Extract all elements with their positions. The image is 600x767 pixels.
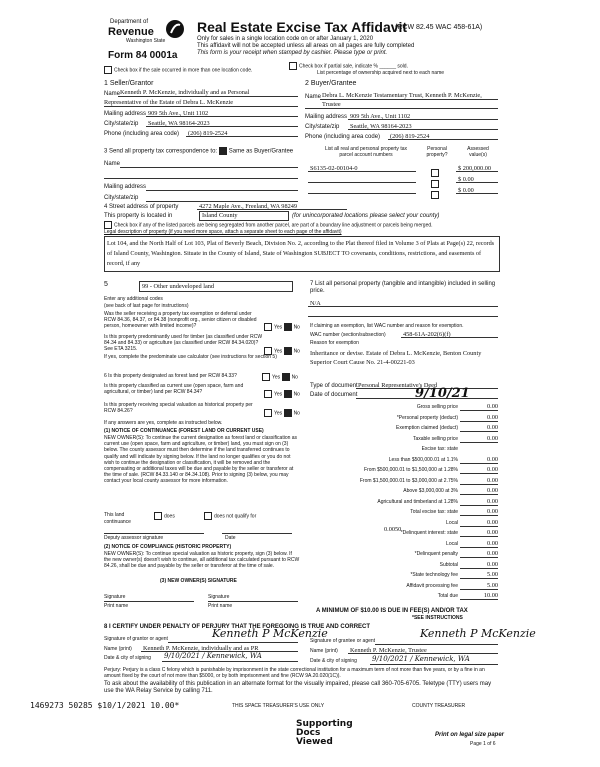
parcels-header-list: List all real and personal property tax parcel account numbers	[325, 146, 407, 158]
street-address: 4272 Maple Ave., Freeland, WA 98249	[199, 203, 298, 210]
historic-yes-no	[264, 409, 300, 417]
partial-sale-checkbox[interactable]: Check box if partial sale, indicate % ______ sold.	[289, 62, 408, 70]
minimum-note: A MINIMUM OF $10.00 IS DUE IN FEE(S) AND/OR TAX	[316, 608, 468, 614]
unincorporated-note: (for unincorporated locations please select your county)	[292, 213, 440, 219]
does-not-checkbox[interactable]	[204, 512, 256, 520]
tax-row-label: From $500,000.01 to $1,500,000 at 1.28%	[364, 467, 458, 473]
tax-row-value: 5.00	[486, 571, 498, 578]
open-space-no-checkbox[interactable]	[284, 390, 292, 398]
tax-row-value: 0.00	[486, 413, 498, 421]
notice1-title: (1) NOTICE OF CONTINUANCE (FOREST LAND OR CURRENT USE)	[104, 428, 264, 434]
does-not-label: does not qualify for	[214, 513, 257, 520]
section5-num: 5	[104, 281, 108, 288]
grantor-name-label: Name (print)	[104, 646, 132, 652]
tax-row-value: 0.00	[486, 560, 498, 568]
multi-location-checkbox[interactable]	[104, 66, 252, 74]
tax-row-label: Taxable selling price	[412, 435, 458, 442]
buyer-name-line1: Debra L. McKenzie Testamentary Trust, Kenneth P. McKenzie,	[322, 92, 482, 99]
seller-mailing: 909 5th Ave., Unit 1102	[148, 110, 209, 117]
grantor-signature: Kenneth P McKenzie	[212, 627, 328, 640]
tax-row-value: 0.00	[486, 550, 498, 557]
parcel-value: $ 0.00	[458, 176, 474, 183]
owner-print-name-label: Print name	[104, 603, 129, 609]
claim-label: If claiming an exemption, list WAC number and reason for exemption.	[310, 323, 464, 329]
no-label: No	[291, 374, 298, 381]
tax-row-label: Total due	[437, 593, 458, 599]
exemption-yes-checkbox[interactable]	[264, 323, 272, 331]
partial-sold-label: sold.	[397, 63, 408, 70]
notice2-text: NEW OWNER(S): To continue special valuation as historic property, sign (3) below. If the new owner(s) doesn't wish to continue, all additional tax calculated pursuant to RCW 84.26, shall be due and payable by the seller or transferor at the time of sale.	[104, 551, 300, 570]
dept-line3: Washington State	[126, 38, 166, 44]
historic-yes-checkbox[interactable]	[264, 409, 272, 417]
tax-row-value: 10.00	[483, 592, 498, 599]
same-as-buyer-checkbox[interactable]	[219, 147, 227, 155]
doc-type-label: Type of document	[310, 383, 358, 389]
tax-row-value: 0.00	[486, 518, 498, 526]
exemption-yes-no	[264, 323, 300, 331]
parcel-value: $ 200,000.00	[458, 165, 492, 172]
forest-yes-no	[262, 373, 298, 381]
parcel-value: $ 0.00	[458, 187, 474, 194]
form-title: Real Estate Excise Tax Affidavit	[197, 19, 408, 35]
supporting-docs-logo: Supporting Docs Viewed	[296, 719, 353, 747]
grantor-sig-label: Signature of grantor or agent	[104, 636, 168, 642]
section3-name-label: Name	[104, 161, 121, 167]
deputy-date-label: Date	[225, 535, 236, 541]
tax-row-value: 0.00	[486, 497, 498, 505]
dept-line2: Revenue	[108, 26, 154, 38]
tax-row-label: From $1,500,000.01 to $3,000,000 at 2.75%	[359, 477, 458, 484]
tax-row-value: 0.00	[486, 529, 498, 536]
exemption-no-checkbox[interactable]	[284, 323, 292, 331]
additional-codes-label: Enter any additional codes	[104, 296, 163, 302]
tax-row-label: Total excise tax: state	[410, 509, 458, 515]
no-label: No	[293, 391, 300, 398]
grantee-date-label: Date & city of signing	[310, 658, 357, 664]
header-note1: Only for sales in a single location code on or after January 1, 2020	[197, 36, 374, 42]
open-space-question: Is this property classified as current use (open space, farm and agricultural, or timber) land per RCW 84.34?	[104, 383, 244, 395]
see-instructions: *SEE INSTRUCTIONS	[412, 615, 463, 621]
tax-row-label: Agricultural and timberland at 1.28%	[377, 498, 458, 505]
street-label: 4 Street address of property	[104, 204, 179, 210]
tax-row-value: 0.00	[486, 434, 498, 442]
grantor-name: Kenneth P. McKenzie, individually and as PR	[143, 645, 259, 652]
does-label: does	[164, 513, 175, 520]
tax-row-label: Subtotal	[439, 561, 458, 568]
historic-question: Is this property receiving special valuation as historical property per RCW 84.26?	[104, 402, 253, 414]
county-select[interactable]: Island County	[199, 211, 289, 221]
yes-label: Yes	[274, 391, 283, 398]
grantee-sig-label: Signature of grantee or agent	[310, 638, 376, 644]
yes-label: Yes	[274, 348, 283, 355]
no-label: No	[293, 410, 300, 417]
parcels-header-personal: Personal property?	[426, 146, 448, 158]
new-owner-sig-label: (3) NEW OWNER(S) SIGNATURE	[160, 578, 237, 584]
doc-type: Personal Representative's Deed	[358, 382, 438, 389]
buyer-mailing: 909 5th Ave., Unit 1102	[350, 113, 411, 120]
notice1-text: NEW OWNER(S): To continue the current designation as forest land or classification as current use (open space, farm and agriculture, or timber) land, you must sign on (3) below. The county assessor must then determine if the land transferred continues to qualify and will indicate by signing below. If the land no longer qualifies or you do not wish to continue the designation or classification, it will be removed and the compensating or additional taxes will be due and payable by the seller or transferor at the time of sale. (RCW 84.33.140 or 84.34.108). Prior to signing (3) below, you may contact your local county assessor for more information.	[104, 435, 298, 485]
tax-row-label: Local	[446, 540, 458, 547]
legal-description-text: Lot 104, and the North Half of Lot 103, Plat of Beverly Beach, Division No. 2, according to the Plat thereof filed in Volume 3 of Plats at Page(s) 22, records of Island County, Washington. Situate in the County of Island, State of Washington SUBJECT TO covenants, conditions, restrictions, and easements of record, if any	[107, 240, 495, 267]
treasurer-only-label: THIS SPACE TREASURER'S USE ONLY	[232, 703, 325, 709]
tax-row-label: Local	[446, 519, 458, 526]
tax-row-label: Excise tax: state	[421, 446, 458, 452]
grantee-name-label: Name (print)	[310, 648, 338, 654]
buyer-mailing-label: Mailing address	[305, 114, 348, 120]
seller-phone: (206) 819-2524	[188, 130, 228, 137]
grantor-date-label: Date & city of signing	[104, 655, 151, 661]
tax-row-label: Exemption claimed (deduct)	[396, 425, 458, 431]
open-space-yes-checkbox[interactable]	[264, 390, 272, 398]
timber-question: Is this property predominantly used for timber (as classified under RCW 84.34 and 84.33) or agriculture (as classified under RCW 84.34.020)? See ETA 3215.	[104, 334, 263, 352]
seller-city-label: City/state/zip	[104, 121, 139, 127]
seller-name-line1: Kenneth P. McKenzie, individually and as Personal	[120, 89, 250, 96]
located-label: This property is located in	[104, 213, 173, 219]
multi-location-label: Check box if the sale occurred in more than one location code.	[114, 67, 253, 74]
header-note2: This affidavit will not be accepted unless all areas on all pages are fully completed	[197, 43, 415, 49]
tax-row-label: *Personal property (deduct)	[396, 414, 458, 421]
land-cont-label: This land	[104, 512, 125, 518]
tax-row-value: 0.00	[486, 539, 498, 547]
tax-row-value: 0.00	[486, 476, 498, 484]
timber-no-checkbox[interactable]	[284, 347, 292, 355]
page-number: Page 1 of 6	[470, 741, 496, 747]
tax-row-value: 5.00	[486, 581, 498, 589]
forest-no-checkbox[interactable]	[282, 373, 290, 381]
boundary-label: Check box if any of the listed parcels are being segregated from another parcel, are part of a boundary line adjustment or parcels being merged.	[114, 222, 433, 229]
no-label: No	[293, 348, 300, 355]
exemption-reason: Inheritance or devise. Estate of Debra L. McKenzie, Benton County Superior Court Cause No. 21-4-00221-03	[310, 350, 482, 366]
boundary-checkbox[interactable]	[104, 221, 433, 229]
exemption-question: Was the seller receiving a property tax exemption or deferral under RCW 84.36, 84.37, or 84.38 (nonprofit org., senior citizen or disabled person, homeowner with limited income)?	[104, 311, 257, 329]
wac-number: 458-61A-202(6)(f)	[403, 331, 451, 338]
grantor-date-city: 9/10/2021 / Kennewick, WA	[164, 652, 262, 660]
tax-row-label: Affidavit processing fee	[406, 582, 458, 589]
same-as-buyer-label: Same as Buyer/Grantee	[228, 148, 294, 155]
cashier-stamp: 1469273 50285 $10/1/2021 10.00*	[30, 701, 180, 710]
section3-mailing-label: Mailing address	[104, 184, 147, 190]
use-code-select[interactable]: 99 - Other undeveloped land	[139, 281, 293, 292]
answer-note: If any answers are yes, complete as instructed below.	[104, 420, 223, 426]
wac-label: WAC number (section/subsection)	[310, 332, 386, 338]
grantee-date-city: 9/10/2021 / Kennewick, WA	[372, 655, 470, 663]
seller-phone-label: Phone (including area code)	[104, 131, 180, 137]
section3-city-label: City/state/zip	[104, 195, 139, 201]
seller-mailing-label: Mailing address	[104, 111, 147, 117]
tax-row-value: 0.00	[486, 455, 498, 463]
yes-label: Yes	[272, 374, 281, 381]
tax-row-label: *Delinquent interest: state	[400, 530, 458, 536]
buyer-name-label: Name	[305, 94, 322, 100]
timber-note: If yes, complete the predominate use calculator (see instructions for section 5)	[104, 354, 277, 360]
partial-sale-label: Check box if partial sale, indicate %	[299, 63, 378, 70]
deputy-label: Deputy assessor signature	[104, 535, 164, 541]
buyer-city-label: City/state/zip	[305, 124, 340, 130]
yes-label: Yes	[274, 324, 283, 331]
owner-signature-label: Signature	[104, 594, 126, 600]
dept-line1: Department of	[110, 19, 149, 25]
grantee-signature: Kenneth P McKenzie	[420, 627, 536, 640]
tax-row-label: Gross selling price	[416, 404, 458, 410]
personal-property-na: N/A	[310, 300, 321, 307]
seller-name-label: Name	[104, 91, 121, 97]
parcel-personal-checkbox[interactable]	[431, 186, 441, 204]
notice2-title: (2) NOTICE OF COMPLIANCE (HISTORIC PROPERTY)	[104, 544, 232, 550]
certify-heading: 8 I CERTIFY UNDER PENALTY OF PERJURY THAT THE FOREGOING IS TRUE AND CORRECT	[104, 624, 371, 630]
tax-row-label: Less than $500,000.01 at 1.1%	[388, 456, 458, 463]
dor-emblem-icon	[165, 19, 185, 39]
forest-question: 6 Is this property designated as forest land per RCW 84.33?	[104, 373, 237, 379]
county-treasurer-label: COUNTY TREASURER	[412, 703, 466, 709]
open-space-yes-no	[264, 390, 300, 398]
see-back-label: (see back of last page for instructions)	[104, 303, 189, 309]
parcel-number: S6135-02-00104-0	[310, 165, 358, 172]
legal-paper-note: Print on legal size paper	[435, 732, 505, 738]
doc-date: 9/10/21	[415, 386, 470, 401]
tax-row-label: *State technology fee	[410, 572, 458, 578]
does-checkbox[interactable]	[154, 512, 175, 520]
owner-signature-label-2: Signature	[208, 594, 230, 600]
section7-heading: 7 List all personal property (tangible and intangible) included in selling price.	[310, 281, 496, 294]
seller-name-line2: Representative of the Estate of Debra L. McKenzie	[104, 99, 234, 106]
perjury-notice: Perjury: Perjury is a class C felony which is punishable by imprisonment in the state correctional institution for a maximum term of not more than five years, or by a fine in an amount fixed by the court of not more than $5000, or by both imprisonment and fine (RCW 9A.20.020(1C)).	[104, 667, 485, 679]
legal-description-box[interactable]	[104, 236, 500, 272]
tax-row-value: 0.00	[486, 508, 498, 515]
tax-row-label: Above $3,000,000 at 3%	[403, 488, 458, 494]
seller-city: Seattle, WA 98164-2023	[148, 120, 210, 127]
historic-no-checkbox[interactable]	[284, 409, 292, 417]
doc-date-label: Date of document	[310, 392, 358, 398]
owner-print-name-label-2: Print name	[208, 603, 233, 609]
buyer-heading: 2 Buyer/Grantee	[305, 80, 357, 87]
tax-row-label: *Delinquent penalty	[414, 551, 458, 557]
buyer-city: Seattle, WA 98164-2023	[350, 123, 412, 130]
legal-label: Legal description of property (if you need more space, attach a separate sheet to each page of the affidavit)	[104, 229, 342, 235]
yes-label: Yes	[274, 410, 283, 417]
section3-heading	[104, 147, 293, 156]
continuance-label: continuance	[104, 519, 131, 525]
seller-heading: 1 Seller/Grantor	[104, 80, 154, 87]
header-note3: This form is your receipt when stamped by cashier. Please type or print.	[197, 50, 388, 56]
tax-row-value: 0.00	[486, 403, 498, 410]
section3-heading-text: 3 Send all property tax correspondence to:	[104, 148, 218, 155]
local-rate: 0.0050	[384, 526, 402, 533]
form-rcw: (RCW 82.45 WAC 458-61A)	[395, 24, 483, 31]
buyer-phone: (206) 819-2524	[390, 133, 430, 140]
reason-label: Reason for exemption	[310, 340, 359, 346]
tax-row-value: 0.00	[486, 424, 498, 431]
no-label: No	[293, 324, 300, 331]
availability-notice: To ask about the availability of this publication in an alternate format for the visually impaired, please call 360-705-6705. Teletype (TTY) users may use the WA Relay Service by calling 711.	[104, 681, 492, 694]
grantee-name: Kenneth P. McKenzie, Trustee	[350, 647, 427, 654]
tax-row-value: 0.00	[486, 487, 498, 494]
form-number: Form 84 0001a	[108, 50, 178, 61]
buyer-name-line2: Trustee	[322, 101, 341, 108]
buyer-phone-label: Phone (including area code)	[305, 134, 381, 140]
tax-row-value: 0.00	[486, 466, 498, 473]
forest-yes-checkbox[interactable]	[262, 373, 270, 381]
parcels-header-assessed: Assessed value(s)	[467, 146, 489, 158]
ownership-note: List percentage of ownership acquired next to each name	[317, 70, 445, 76]
